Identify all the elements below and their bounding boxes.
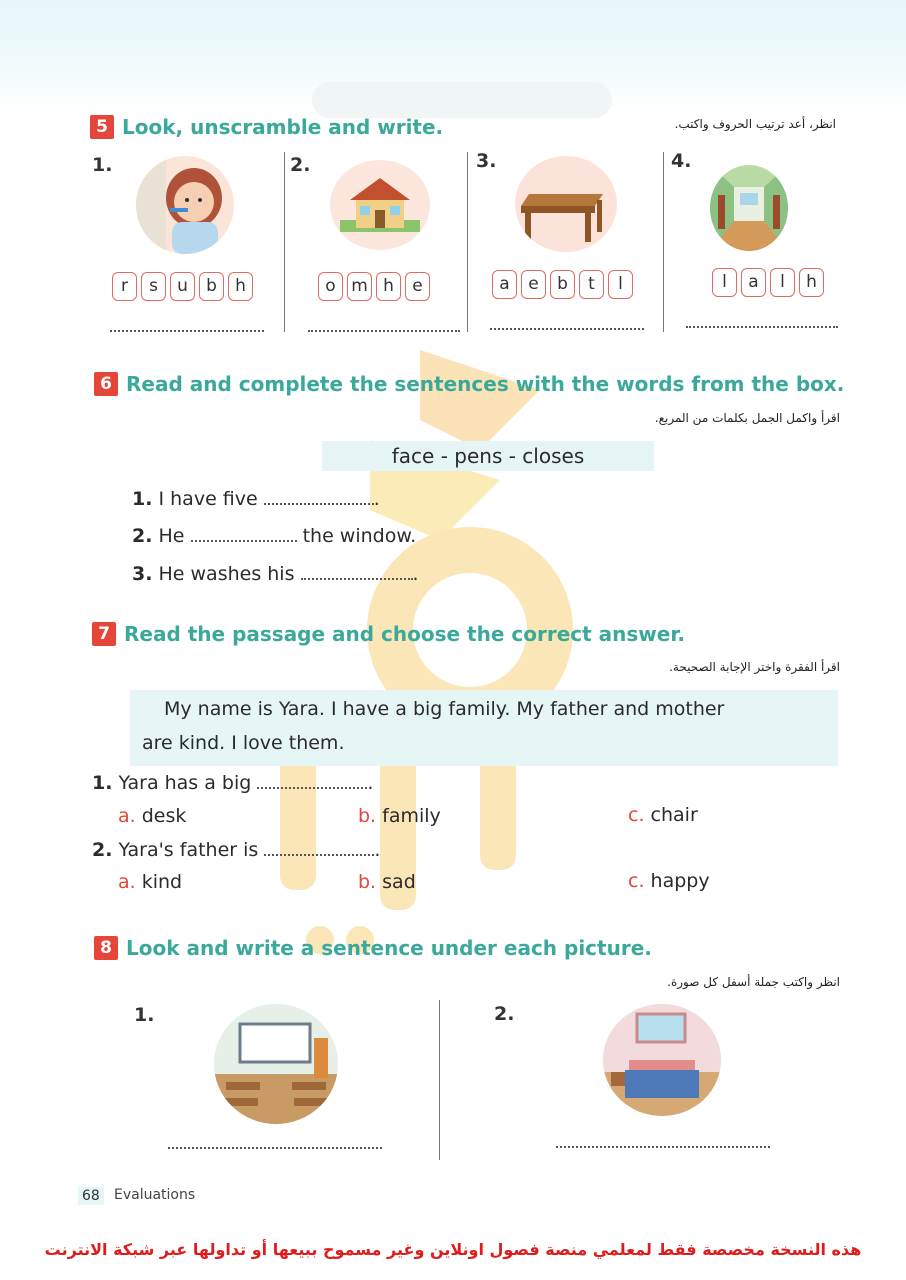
sentence-1-after: . xyxy=(373,488,380,510)
q1-option-b-letter: b. xyxy=(358,805,377,827)
q1-option-a-letter: a. xyxy=(118,805,136,827)
q1-option-b[interactable] xyxy=(358,805,441,827)
letter-tile: t xyxy=(579,270,604,299)
question-2-text: Yara's father is xyxy=(118,839,259,861)
q1-option-c[interactable] xyxy=(628,804,698,826)
letter-tile: a xyxy=(741,268,766,297)
q2-option-c[interactable] xyxy=(628,870,710,892)
sentence-3-blank[interactable] xyxy=(301,577,413,580)
top-header-band xyxy=(0,0,906,110)
question-2-end: . xyxy=(374,839,381,861)
letter-tile: b xyxy=(199,272,224,301)
item1-number: 1. xyxy=(92,154,113,176)
letter-tile: h xyxy=(376,272,401,301)
q1-option-a-text: desk xyxy=(141,805,187,827)
question-1-blank[interactable] xyxy=(257,786,367,789)
divider-3 xyxy=(663,152,664,332)
sentence-2-after: the window. xyxy=(302,525,417,547)
section5-title-text: Look, unscramble and write. xyxy=(122,115,444,139)
section6-number-badge: 6 xyxy=(94,372,118,396)
letter-tiles-2 xyxy=(318,272,430,301)
q1-option-c-text: chair xyxy=(650,804,698,826)
picture2-number: 2. xyxy=(494,1003,515,1025)
item2-number: 2. xyxy=(290,154,311,176)
letter-tile: a xyxy=(492,270,517,299)
section8-arabic-instruction: انظر واكتب جملة أسفل كل صورة. xyxy=(667,975,840,989)
q1-option-c-letter: c. xyxy=(628,804,645,826)
letter-tile: b xyxy=(550,270,575,299)
item4-number: 4. xyxy=(671,150,692,172)
sentence-3 xyxy=(132,563,419,585)
question-1-text: Yara has a big xyxy=(118,772,252,794)
divider-section8 xyxy=(439,1000,440,1160)
bedroom-image xyxy=(603,1004,721,1116)
section5-arabic-instruction: انظر، أعد ترتيب الحروف واكتب. xyxy=(674,117,836,131)
letter-tiles-3 xyxy=(492,270,633,299)
sentence-1-number: 1. xyxy=(132,488,153,510)
letter-tile: e xyxy=(405,272,430,301)
section6-title xyxy=(94,372,844,396)
question-2-number: 2. xyxy=(92,839,113,861)
section5-title xyxy=(90,115,443,139)
letter-tile: h xyxy=(799,268,824,297)
letter-tile: e xyxy=(521,270,546,299)
question-1-end: . xyxy=(367,772,374,794)
q2-option-a-text: kind xyxy=(141,871,183,893)
section8-title-text: Look and write a sentence under each picture. xyxy=(126,936,652,960)
q1-option-a[interactable] xyxy=(118,805,186,827)
sentence-2-before: He xyxy=(158,525,185,547)
q1-option-b-text: family xyxy=(382,805,441,827)
word-box: face - pens - closes xyxy=(322,441,654,471)
q2-option-b[interactable] xyxy=(358,871,416,893)
answer-line-4[interactable] xyxy=(686,326,838,328)
letter-tile: o xyxy=(318,272,343,301)
sentence-1-blank[interactable] xyxy=(264,502,374,505)
section6-title-text: Read and complete the sentences with the words from the box. xyxy=(126,372,845,396)
sentence-3-number: 3. xyxy=(132,563,153,585)
answer-line-1[interactable] xyxy=(110,330,264,332)
page-number: 68 xyxy=(78,1187,104,1205)
sentence-3-before: He washes his xyxy=(158,563,295,585)
hall-image xyxy=(710,165,788,251)
house-image xyxy=(330,160,430,250)
question-2-blank[interactable] xyxy=(264,853,374,856)
question-1-number: 1. xyxy=(92,772,113,794)
letter-tiles-4 xyxy=(712,268,824,297)
question-2 xyxy=(92,839,380,861)
sentence-2 xyxy=(132,525,416,547)
copyright-warning: هذه النسخة مخصصة فقط لمعلمي منصة فصول اونلاين وغير مسموح ببيعها أو تداولها عبر شبكة الانترنت xyxy=(44,1240,862,1259)
section8-number-badge: 8 xyxy=(94,936,118,960)
picture1-number: 1. xyxy=(134,1004,155,1026)
sentence-3-after: . xyxy=(412,563,419,585)
item3-number: 3. xyxy=(476,150,497,172)
section7-title xyxy=(92,622,685,646)
sentence-1 xyxy=(132,488,380,510)
sentence-2-number: 2. xyxy=(132,525,153,547)
section8-title xyxy=(94,936,652,960)
q2-option-b-text: sad xyxy=(382,871,416,893)
section5-number-badge: 5 xyxy=(90,115,114,139)
sentence-answer-line-2[interactable] xyxy=(556,1146,770,1148)
letter-tile: l xyxy=(608,270,633,299)
question-1 xyxy=(92,772,373,794)
letter-tile: u xyxy=(170,272,195,301)
passage-line-2: are kind. I love them. xyxy=(142,732,345,754)
sentence-2-blank[interactable] xyxy=(191,539,297,542)
passage-line-1: My name is Yara. I have a big family. My father and mother xyxy=(164,698,725,720)
divider-1 xyxy=(284,152,285,332)
section6-arabic-instruction: اقرأ واكمل الجمل بكلمات من المربع. xyxy=(654,411,840,425)
letter-tile: l xyxy=(712,268,737,297)
sentence-answer-line-1[interactable] xyxy=(168,1147,382,1149)
footer-section-label: Evaluations xyxy=(114,1187,196,1203)
q2-option-c-text: happy xyxy=(650,870,710,892)
classroom-image xyxy=(214,1004,338,1124)
section7-number-badge: 7 xyxy=(92,622,116,646)
letter-tile: l xyxy=(770,268,795,297)
q2-option-a[interactable] xyxy=(118,871,182,893)
answer-line-2[interactable] xyxy=(308,330,460,332)
letter-tile: s xyxy=(141,272,166,301)
faded-header-banner xyxy=(312,82,612,118)
table-image xyxy=(515,156,617,252)
divider-2 xyxy=(467,152,468,332)
section7-title-text: Read the passage and choose the correct answer. xyxy=(124,622,685,646)
answer-line-3[interactable] xyxy=(490,328,644,330)
letter-tile: h xyxy=(228,272,253,301)
letter-tiles-1 xyxy=(112,272,253,301)
q2-option-a-letter: a. xyxy=(118,871,136,893)
letter-tile: m xyxy=(347,272,372,301)
girl-brushing-teeth-image xyxy=(136,156,234,254)
letter-tile: r xyxy=(112,272,137,301)
sentence-1-before: I have five xyxy=(158,488,258,510)
q2-option-c-letter: c. xyxy=(628,870,645,892)
section7-arabic-instruction: اقرأ الفقرة واختر الإجابة الصحيحة. xyxy=(669,660,840,674)
reading-passage xyxy=(130,690,838,766)
q2-option-b-letter: b. xyxy=(358,871,377,893)
